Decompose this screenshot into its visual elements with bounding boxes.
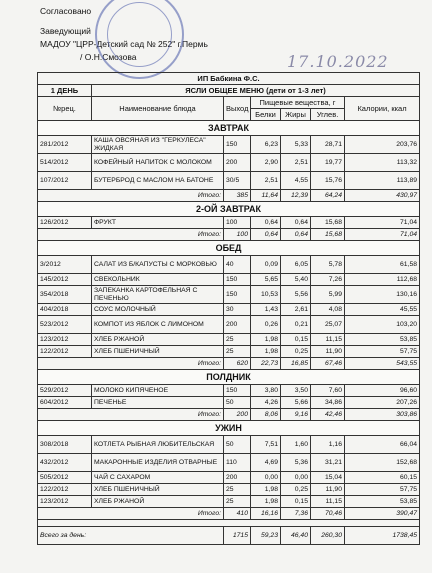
dish-fat: 6,05 [281,256,311,274]
table-row [38,286,420,304]
recipe-number: 122/2012 [38,346,92,358]
total-fat: 12,39 [281,190,311,202]
dish-protein: 2,51 [251,172,281,190]
approval-line-4: / О.Н.Смозова [80,52,137,62]
dish-name: БУТЕРБРОД С МАСЛОМ НА БАТОНЕ [92,172,224,190]
dish-calories: 61,58 [345,256,420,274]
header-name: Наименование блюда [92,97,224,121]
table-row [38,346,420,358]
table-row [38,136,420,154]
dish-protein: 0,26 [251,316,281,334]
grand-total-calories: 1738,45 [345,527,420,545]
menu-table [37,72,420,545]
dish-yield: 30 [224,304,251,316]
dish-name: ПЕЧЕНЬЕ [92,397,224,409]
total-label: Итого: [38,229,224,241]
dish-calories: 113,32 [345,154,420,172]
section-header [38,202,420,217]
dish-protein: 0,09 [251,256,281,274]
dish-protein: 6,23 [251,136,281,154]
recipe-number: 514/2012 [38,154,92,172]
total-label: Итого: [38,409,224,421]
dish-protein: 1,43 [251,304,281,316]
total-yield: 410 [224,508,251,520]
section-total-row [38,508,420,520]
section-total-row [38,358,420,370]
dish-carbs: 11,90 [311,346,345,358]
dish-protein: 1,98 [251,334,281,346]
approval-line-3: МАДОУ "ЦРР-Детский сад № 252" г.Пермь [40,39,208,49]
dish-name: ФРУКТ [92,217,224,229]
total-protein: 16,16 [251,508,281,520]
dish-yield: 100 [224,217,251,229]
dish-fat: 5,33 [281,136,311,154]
dish-fat: 5,40 [281,274,311,286]
dish-calories: 130,16 [345,286,420,304]
dish-carbs: 15,68 [311,217,345,229]
dish-calories: 152,68 [345,454,420,472]
dish-fat: 0,64 [281,217,311,229]
dish-carbs: 1,16 [311,436,345,454]
recipe-number: 523/2012 [38,316,92,334]
dish-calories: 45,55 [345,304,420,316]
total-carbs: 67,46 [311,358,345,370]
total-carbs: 42,46 [311,409,345,421]
vendor-name: ИП Бабкина Ф.С. [38,73,420,85]
section-title: 2-ОЙ ЗАВТРАК [38,202,420,217]
grand-total-yield: 1715 [224,527,251,545]
total-calories: 71,04 [345,229,420,241]
dish-name: МОЛОКО КИПЯЧЕНОЕ [92,385,224,397]
total-label: Итого: [38,358,224,370]
header-protein: Белки [251,109,281,121]
dish-yield: 150 [224,136,251,154]
section-total-row [38,229,420,241]
dish-name: КОМПОТ ИЗ ЯБЛОК С ЛИМОНОМ [92,316,224,334]
recipe-number: 354/2018 [38,286,92,304]
total-carbs: 70,46 [311,508,345,520]
total-carbs: 64,24 [311,190,345,202]
total-yield: 100 [224,229,251,241]
recipe-number: 529/2012 [38,385,92,397]
dish-protein: 0,64 [251,217,281,229]
dish-calories: 53,85 [345,334,420,346]
dish-fat: 0,15 [281,334,311,346]
recipe-number: 604/2012 [38,397,92,409]
total-protein: 0,64 [251,229,281,241]
dish-yield: 50 [224,397,251,409]
total-protein: 22,73 [251,358,281,370]
dish-fat: 0,25 [281,346,311,358]
dish-yield: 150 [224,286,251,304]
section-title: УЖИН [38,421,420,436]
dish-yield: 40 [224,256,251,274]
dish-fat: 5,66 [281,397,311,409]
grand-total-fat: 46,40 [281,527,311,545]
recipe-number: 122/2012 [38,484,92,496]
dish-name: ХЛЕБ ПШЕНИЧНЫЙ [92,346,224,358]
day-label: 1 ДЕНЬ [38,85,92,97]
dish-yield: 25 [224,496,251,508]
dish-calories: 66,04 [345,436,420,454]
dish-carbs: 5,78 [311,256,345,274]
dish-yield: 50 [224,436,251,454]
dish-name: ЗАПЕКАНКА КАРТОФЕЛЬНАЯ С ПЕЧЕНЬЮ [92,286,224,304]
dish-carbs: 7,60 [311,385,345,397]
dish-name: СВЕКОЛЬНИК [92,274,224,286]
table-row [38,472,420,484]
section-header [38,241,420,256]
dish-fat: 0,00 [281,472,311,484]
dish-carbs: 5,99 [311,286,345,304]
dish-carbs: 19,77 [311,154,345,172]
total-calories: 430,97 [345,190,420,202]
total-fat: 7,36 [281,508,311,520]
grand-total-label: Всего за день: [38,527,224,545]
dish-name: СОУС МОЛОЧНЫЙ [92,304,224,316]
total-protein: 8,06 [251,409,281,421]
dish-yield: 30/5 [224,172,251,190]
section-title: ОБЕД [38,241,420,256]
dish-fat: 2,51 [281,154,311,172]
dish-protein: 7,51 [251,436,281,454]
dish-fat: 1,60 [281,436,311,454]
menu-title: ЯСЛИ ОБЩЕЕ МЕНЮ (дети от 1-3 лет) [92,85,420,97]
dish-name: САЛАТ ИЗ Б/КАПУСТЫ С МОРКОВЬЮ [92,256,224,274]
table-row [38,454,420,472]
dish-carbs: 31,21 [311,454,345,472]
grand-total-row [38,527,420,545]
dish-calories: 113,89 [345,172,420,190]
dish-yield: 200 [224,472,251,484]
total-yield: 200 [224,409,251,421]
dish-yield: 25 [224,484,251,496]
header-recipe: №рец. [38,97,92,121]
recipe-number: 308/2018 [38,436,92,454]
total-calories: 543,55 [345,358,420,370]
dish-fat: 0,15 [281,496,311,508]
dish-protein: 2,90 [251,154,281,172]
dish-name: ХЛЕБ ПШЕНИЧНЫЙ [92,484,224,496]
dish-fat: 2,61 [281,304,311,316]
dish-yield: 110 [224,454,251,472]
dish-yield: 25 [224,334,251,346]
handwritten-date: 17.10.2022 [287,52,389,71]
dish-carbs: 25,07 [311,316,345,334]
recipe-number: 123/2012 [38,496,92,508]
dish-protein: 5,65 [251,274,281,286]
recipe-number: 107/2012 [38,172,92,190]
spacer-row [38,520,420,527]
dish-carbs: 11,90 [311,484,345,496]
dish-calories: 57,75 [345,346,420,358]
section-header [38,370,420,385]
dish-calories: 207,26 [345,397,420,409]
header-nutrients: Пищевые вещества, г [251,97,345,109]
section-total-row [38,409,420,421]
table-row [38,274,420,286]
dish-name: ЧАЙ С САХАРОМ [92,472,224,484]
dish-calories: 96,60 [345,385,420,397]
total-label: Итого: [38,508,224,520]
section-title: ЗАВТРАК [38,121,420,136]
dish-protein: 4,26 [251,397,281,409]
dish-calories: 71,04 [345,217,420,229]
dish-name: ХЛЕБ РЖАНОЙ [92,496,224,508]
table-row [38,316,420,334]
section-header [38,421,420,436]
table-row [38,397,420,409]
table-row [38,334,420,346]
total-fat: 9,16 [281,409,311,421]
dish-yield: 25 [224,346,251,358]
dish-protein: 1,98 [251,346,281,358]
dish-calories: 57,75 [345,484,420,496]
table-row [38,172,420,190]
grand-total-protein: 59,23 [251,527,281,545]
dish-carbs: 34,86 [311,397,345,409]
total-protein: 11,64 [251,190,281,202]
dish-fat: 3,50 [281,385,311,397]
dish-name: МАКАРОННЫЕ ИЗДЕЛИЯ ОТВАРНЫЕ [92,454,224,472]
table-row [38,256,420,274]
dish-carbs: 15,76 [311,172,345,190]
dish-name: КАША ОВСЯНАЯ ИЗ "ГЕРКУЛЕСА" ЖИДКАЯ [92,136,224,154]
dish-protein: 0,00 [251,472,281,484]
dish-calories: 60,15 [345,472,420,484]
section-title: ПОЛДНИК [38,370,420,385]
dish-carbs: 15,04 [311,472,345,484]
dish-carbs: 11,15 [311,496,345,508]
dish-yield: 150 [224,385,251,397]
recipe-number: 281/2012 [38,136,92,154]
recipe-number: 126/2012 [38,217,92,229]
dish-fat: 4,55 [281,172,311,190]
dish-carbs: 7,26 [311,274,345,286]
dish-protein: 4,69 [251,454,281,472]
dish-yield: 200 [224,154,251,172]
dish-protein: 1,98 [251,496,281,508]
section-total-row [38,190,420,202]
approval-block [40,0,320,70]
total-fat: 0,64 [281,229,311,241]
recipe-number: 145/2012 [38,274,92,286]
spacer-cell [38,520,420,527]
recipe-number: 3/2012 [38,256,92,274]
header-calories: Калории, ккал [345,97,420,121]
dish-yield: 200 [224,316,251,334]
dish-carbs: 4,08 [311,304,345,316]
dish-name: ХЛЕБ РЖАНОЙ [92,334,224,346]
dish-fat: 0,21 [281,316,311,334]
dish-protein: 10,53 [251,286,281,304]
recipe-number: 404/2018 [38,304,92,316]
total-yield: 620 [224,358,251,370]
dish-fat: 5,36 [281,454,311,472]
dish-protein: 1,98 [251,484,281,496]
dish-yield: 150 [224,274,251,286]
dish-carbs: 28,71 [311,136,345,154]
total-carbs: 15,68 [311,229,345,241]
table-row [38,436,420,454]
total-calories: 303,86 [345,409,420,421]
approval-line-2: Заведующий [40,26,91,36]
dish-fat: 5,56 [281,286,311,304]
table-row [38,304,420,316]
header-yield: Выход [224,97,251,121]
recipe-number: 432/2012 [38,454,92,472]
dish-calories: 203,76 [345,136,420,154]
table-row [38,154,420,172]
table-row [38,385,420,397]
dish-protein: 3,80 [251,385,281,397]
table-row [38,217,420,229]
total-calories: 390,47 [345,508,420,520]
dish-calories: 53,85 [345,496,420,508]
header-carbs: Углев. [311,109,345,121]
recipe-number: 505/2012 [38,472,92,484]
header-fat: Жиры [281,109,311,121]
dish-name: КОФЕЙНЫЙ НАПИТОК С МОЛОКОМ [92,154,224,172]
dish-fat: 0,25 [281,484,311,496]
recipe-number: 123/2012 [38,334,92,346]
table-row [38,484,420,496]
dish-name: КОТЛЕТА РЫБНАЯ ЛЮБИТЕЛЬСКАЯ [92,436,224,454]
dish-calories: 112,68 [345,274,420,286]
dish-carbs: 11,15 [311,334,345,346]
stamp-seal [95,0,184,79]
total-yield: 385 [224,190,251,202]
section-header [38,121,420,136]
total-label: Итого: [38,190,224,202]
table-row [38,496,420,508]
approval-line-1: Согласовано [40,6,92,16]
dish-calories: 103,20 [345,316,420,334]
total-fat: 16,85 [281,358,311,370]
grand-total-carbs: 260,30 [311,527,345,545]
